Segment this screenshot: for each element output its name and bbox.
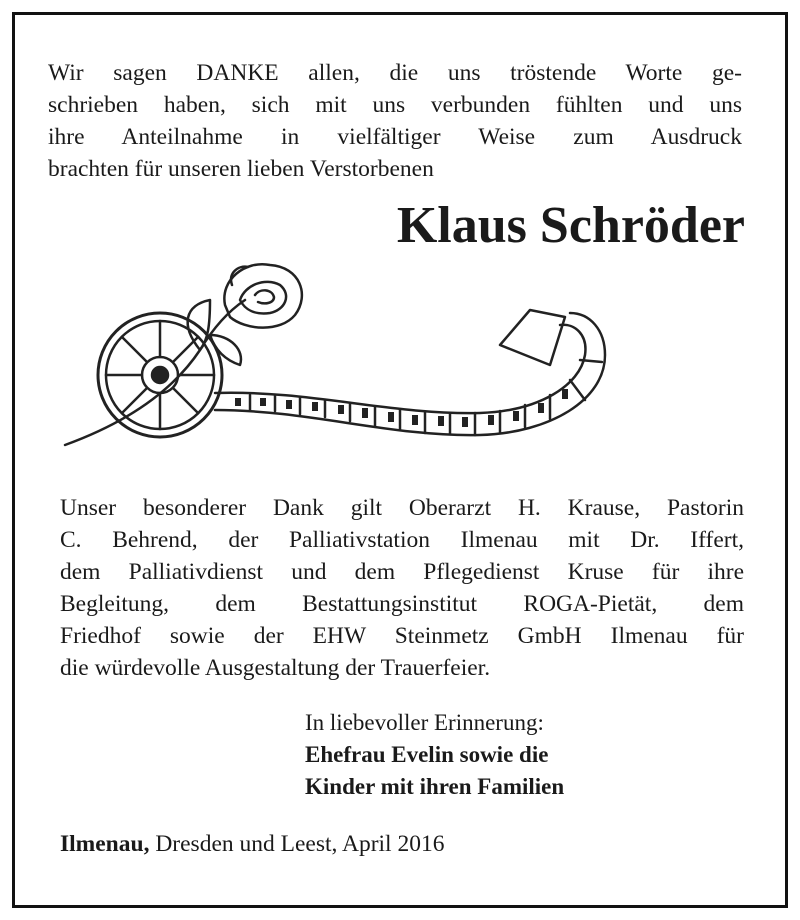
thanks-line: Unser besonderer Dank gilt Oberarzt H. Krause, Pastorin <box>60 495 744 521</box>
deceased-name: Klaus Schröder <box>396 197 745 254</box>
intro-line: brachten für unseren lieben Verstorbenen <box>48 156 434 182</box>
intro-line: Wir sagen DANKE allen, die uns tröstende Worte ge- <box>48 60 742 86</box>
intro-line: schrieben haben, sich mit uns verbunden fühlten und uns <box>48 92 742 118</box>
thanks-line: die würdevolle Ausgestaltung der Trauerfeier. <box>60 655 491 681</box>
thanks-line: C. Behrend, der Palliativstation Ilmenau mit Dr. Iffert, <box>60 527 744 553</box>
intro-paragraph <box>48 57 742 185</box>
place-date-line <box>60 828 444 860</box>
signature-line-2: Kinder mit ihren Familien <box>305 774 565 799</box>
place-date: Dresden und Leest, April 2016 <box>149 831 445 857</box>
thanks-line: Begleitung, dem Bestattungsinstitut ROGA-Pietät, dem <box>60 591 744 617</box>
thanks-line: Friedhof sowie der EHW Steinmetz GmbH Ilmenau für <box>60 623 744 649</box>
signature-block <box>305 707 564 803</box>
signature-line-1: Ehefrau Evelin sowie die <box>305 742 549 767</box>
place-city: Ilmenau, <box>60 831 150 857</box>
thanks-line: dem Palliativdienst und dem Pflegedienst Kruse für ihre <box>60 559 744 585</box>
film-reel-with-rose-icon <box>60 255 640 480</box>
signature-intro: In liebevoller Erinnerung: <box>305 710 544 735</box>
thanks-paragraph <box>60 492 744 684</box>
intro-line: ihre Anteilnahme in vielfältiger Weise zum Ausdruck <box>48 124 742 150</box>
